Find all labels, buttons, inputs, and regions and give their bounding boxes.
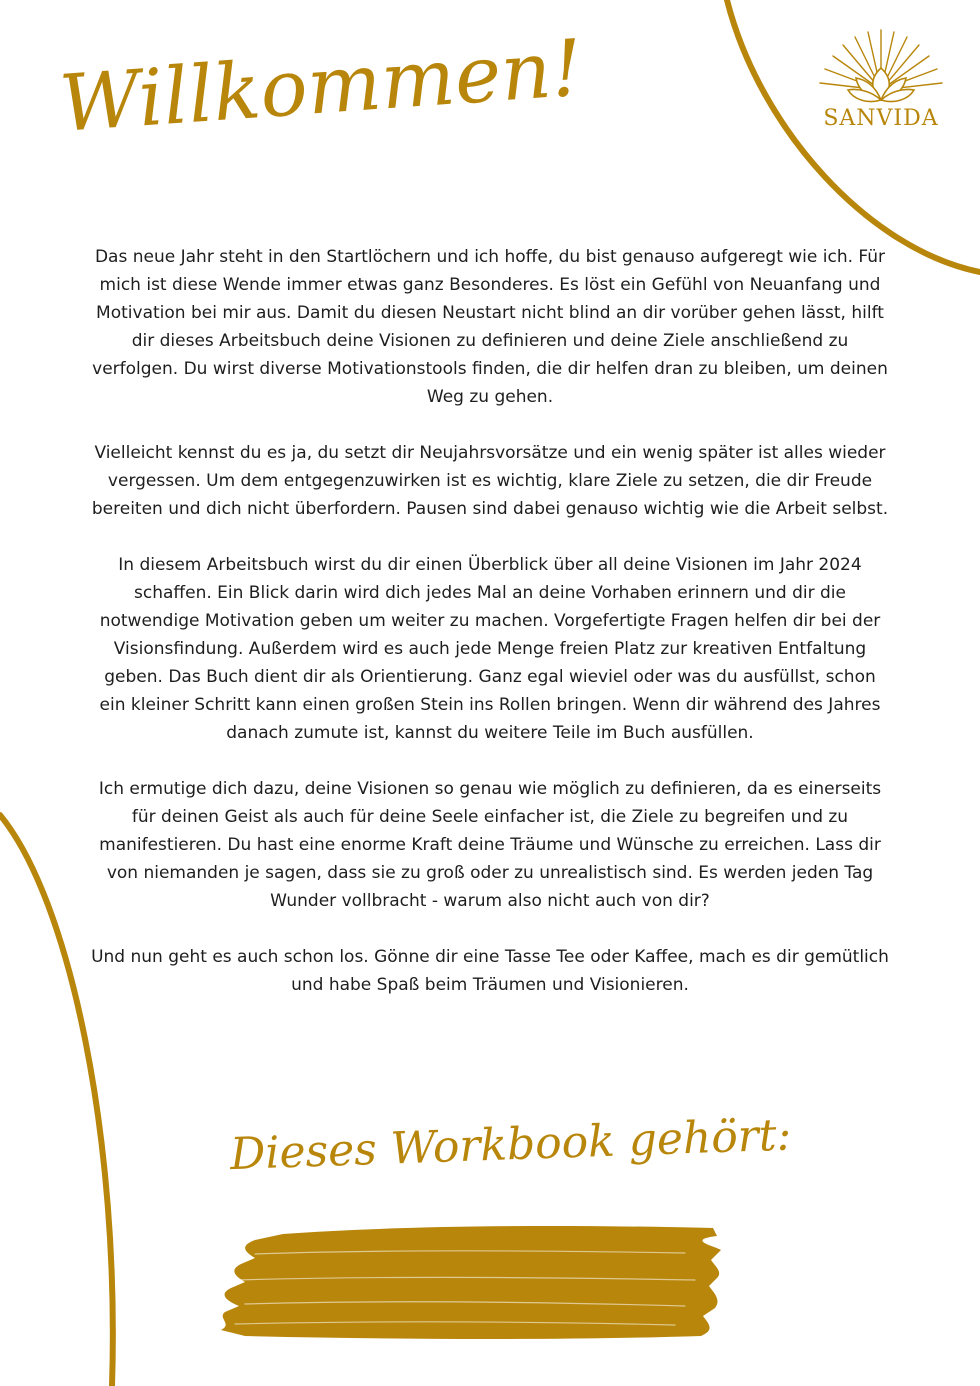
paragraph: Vielleicht kennst du es ja, du setzt dir Neujahrsvorsätze und ein wenig später ist alles wieder vergessen. Um dem entgegenzuwirken ist es wichtig, klare Ziele zu setzen, die dir Freude bereiten und dich nicht überfordern. Pausen sind dabei genauso wichtig wie die Arbeit selbst. [91,443,889,519]
paragraph: Ich ermutige dich dazu, deine Visionen so genau wie möglich zu definieren, da es einerseits für deinen Geist als auch für deine Seele einfacher ist, die Ziele zu begreifen und zu manifestieren. Du hast eine enorme Kraft deine Träume und Wünsche zu erreichen. Lass dir von niemanden je sagen, dass sie zu groß oder zu unrealistisch sind. Es werden jeden Tag Wunder vollbracht - warum also nicht auch von dir? [98,779,882,911]
paragraph: Und nun geht es auch schon los. Gönne dir eine Tasse Tee oder Kaffee, mach es dir gemütlich und habe Spaß beim Träumen und Visionieren. [91,947,889,995]
owner-name-field[interactable] [215,1220,725,1340]
paragraph: In diesem Arbeitsbuch wirst du dir einen Überblick über all deine Visionen im Jahr 2024 schaffen. Ein Blick darin wird dich jedes Mal an deine Vorhaben erinnern und dir die notwendige Motivation geben um weiter zu machen. Vorgefertigte Fragen helfen dir bei der Visionsfindung. Außerdem wird es auch jede Menge freien Platz zur kreativen Entfaltung geben. Das Buch dient dir als Orientierung. Ganz egal wieviel oder was du ausfüllst, schon ein kleiner Schritt kann einen großen Stein ins Rollen bringen. Wenn dir während des Jahres danach zumute ist, kannst du weitere Teile im Buch ausfüllen. [99,555,881,743]
brand-logo [810,28,952,138]
owner-label: Dieses Workbook gehört: [229,1109,793,1181]
page-title: Willkommen! [56,23,586,150]
brand-name: SANVIDA [823,106,939,131]
lotus-sunburst-icon [810,28,952,108]
intro-text [90,243,890,1027]
paragraph: Das neue Jahr steht in den Startlöchern und ich hoffe, du bist genauso aufgeregt wie ich. Für mich ist diese Wende immer etwas ganz Besonderes. Es löst ein Gefühl von Neuanfang und Motivation bei mir aus. Damit du diesen Neustart nicht blind an dir vorüber gehen lässt, hilft dir dieses Arbeitsbuch deine Visionen zu definieren und deine Ziele anschließend zu verfolgen. Du wirst diverse Motivationstools finden, die dir helfen dran zu bleiben, um deinen Weg zu gehen. [92,247,888,407]
